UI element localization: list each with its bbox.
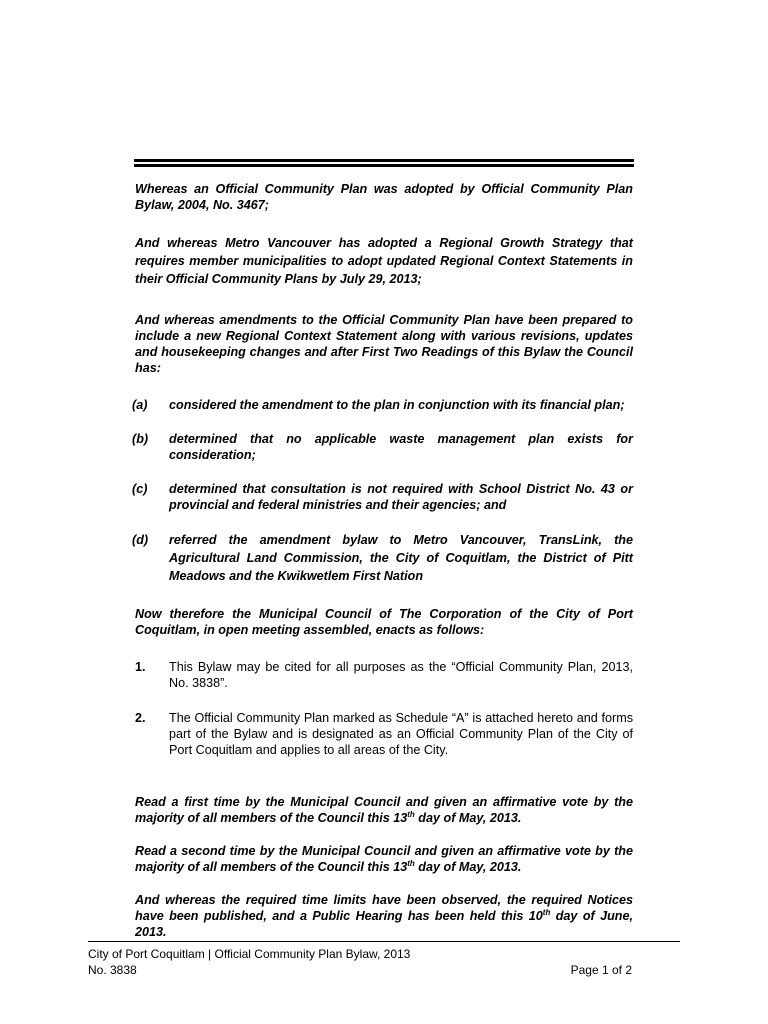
footer-line-2: No. 3838 bbox=[88, 963, 137, 977]
page-number: Page 1 of 2 bbox=[570, 963, 632, 977]
recital-paragraph: Whereas an Official Community Plan was adopted by Official Community Plan Bylaw, 2004, No. 3467; bbox=[135, 182, 633, 212]
header-rule-bottom bbox=[134, 164, 634, 167]
item-text: determined that consultation is not required with School District No. 43 or provincial and federal ministries and their agencies; and bbox=[169, 482, 633, 512]
hearing-text: And whereas the required time limits have been observed, the required Notices have been published, and a Public Hearing has been held this 10 bbox=[135, 893, 633, 923]
ordinal-suffix: th bbox=[407, 810, 415, 819]
recital-paragraph: And whereas amendments to the Official Community Plan have been prepared to include a new Regional Context Statement along with various revisions, updates and housekeeping changes and after First Two Readings of this Bylaw the Council has: bbox=[135, 313, 633, 375]
consideration-item bbox=[132, 397, 633, 413]
consideration-item bbox=[132, 431, 633, 463]
reading-text: Read a second time by the Municipal Council and given an affirmative vote by the majority of all members of the Council this 13 bbox=[135, 844, 633, 874]
item-text: considered the amendment to the plan in conjunction with its financial plan; bbox=[169, 398, 625, 412]
item-text: referred the amendment bylaw to Metro Vancouver, TransLink, the Agricultural Land Commission, the City of Coquitlam, the District of Pitt Meadows and the Kwikwetlem First Nation bbox=[169, 533, 633, 583]
hearing-date: day of June, 2013. bbox=[135, 909, 633, 939]
ordinal-suffix: th bbox=[407, 859, 415, 868]
item-label: (a) bbox=[132, 398, 148, 412]
recital-paragraph: And whereas Metro Vancouver has adopted a Regional Growth Strategy that requires member municipalities to adopt updated Regional Context Statements in their Official Community Plans by July 29, 2013; bbox=[135, 236, 633, 286]
section-text: The Official Community Plan marked as Schedule “A” is attached hereto and forms part of the Bylaw and is designated as an Official Community Plan of the City of Port Coquitlam and applies to all areas of the City. bbox=[169, 711, 633, 757]
second-reading bbox=[135, 843, 633, 875]
header-rule-top bbox=[134, 159, 634, 162]
reading-date: day of May, 2013. bbox=[414, 860, 522, 874]
ordinal-suffix: th bbox=[542, 908, 551, 917]
bylaw-section bbox=[135, 710, 633, 758]
item-label: (d) bbox=[132, 533, 149, 547]
item-text: determined that no applicable waste management plan exists for consideration; bbox=[169, 432, 633, 462]
bylaw-body bbox=[132, 181, 633, 940]
consideration-item bbox=[132, 481, 633, 513]
consideration-item bbox=[132, 531, 633, 585]
item-label: (c) bbox=[132, 482, 148, 496]
section-number: 1. bbox=[135, 660, 146, 674]
footer-line-1: City of Port Coquitlam | Official Community Plan Bylaw, 2013 bbox=[88, 947, 411, 961]
enactment-clause: Now therefore the Municipal Council of The Corporation of the City of Port Coquitlam, in open meeting assembled, enacts as follows: bbox=[135, 607, 633, 637]
reading-text: Read a first time by the Municipal Council and given an affirmative vote by the majority of all members of the Council this 13 bbox=[135, 795, 633, 825]
first-reading bbox=[135, 794, 633, 826]
reading-date: day of May, 2013. bbox=[414, 811, 522, 825]
footer-rule bbox=[88, 941, 680, 942]
bylaw-section bbox=[135, 659, 633, 691]
section-text: This Bylaw may be cited for all purposes as the “Official Community Plan, 2013, No. 3838”. bbox=[169, 660, 633, 690]
public-hearing bbox=[135, 892, 633, 940]
footer-title bbox=[88, 946, 410, 978]
item-label: (b) bbox=[132, 432, 149, 446]
section-number: 2. bbox=[135, 711, 146, 725]
